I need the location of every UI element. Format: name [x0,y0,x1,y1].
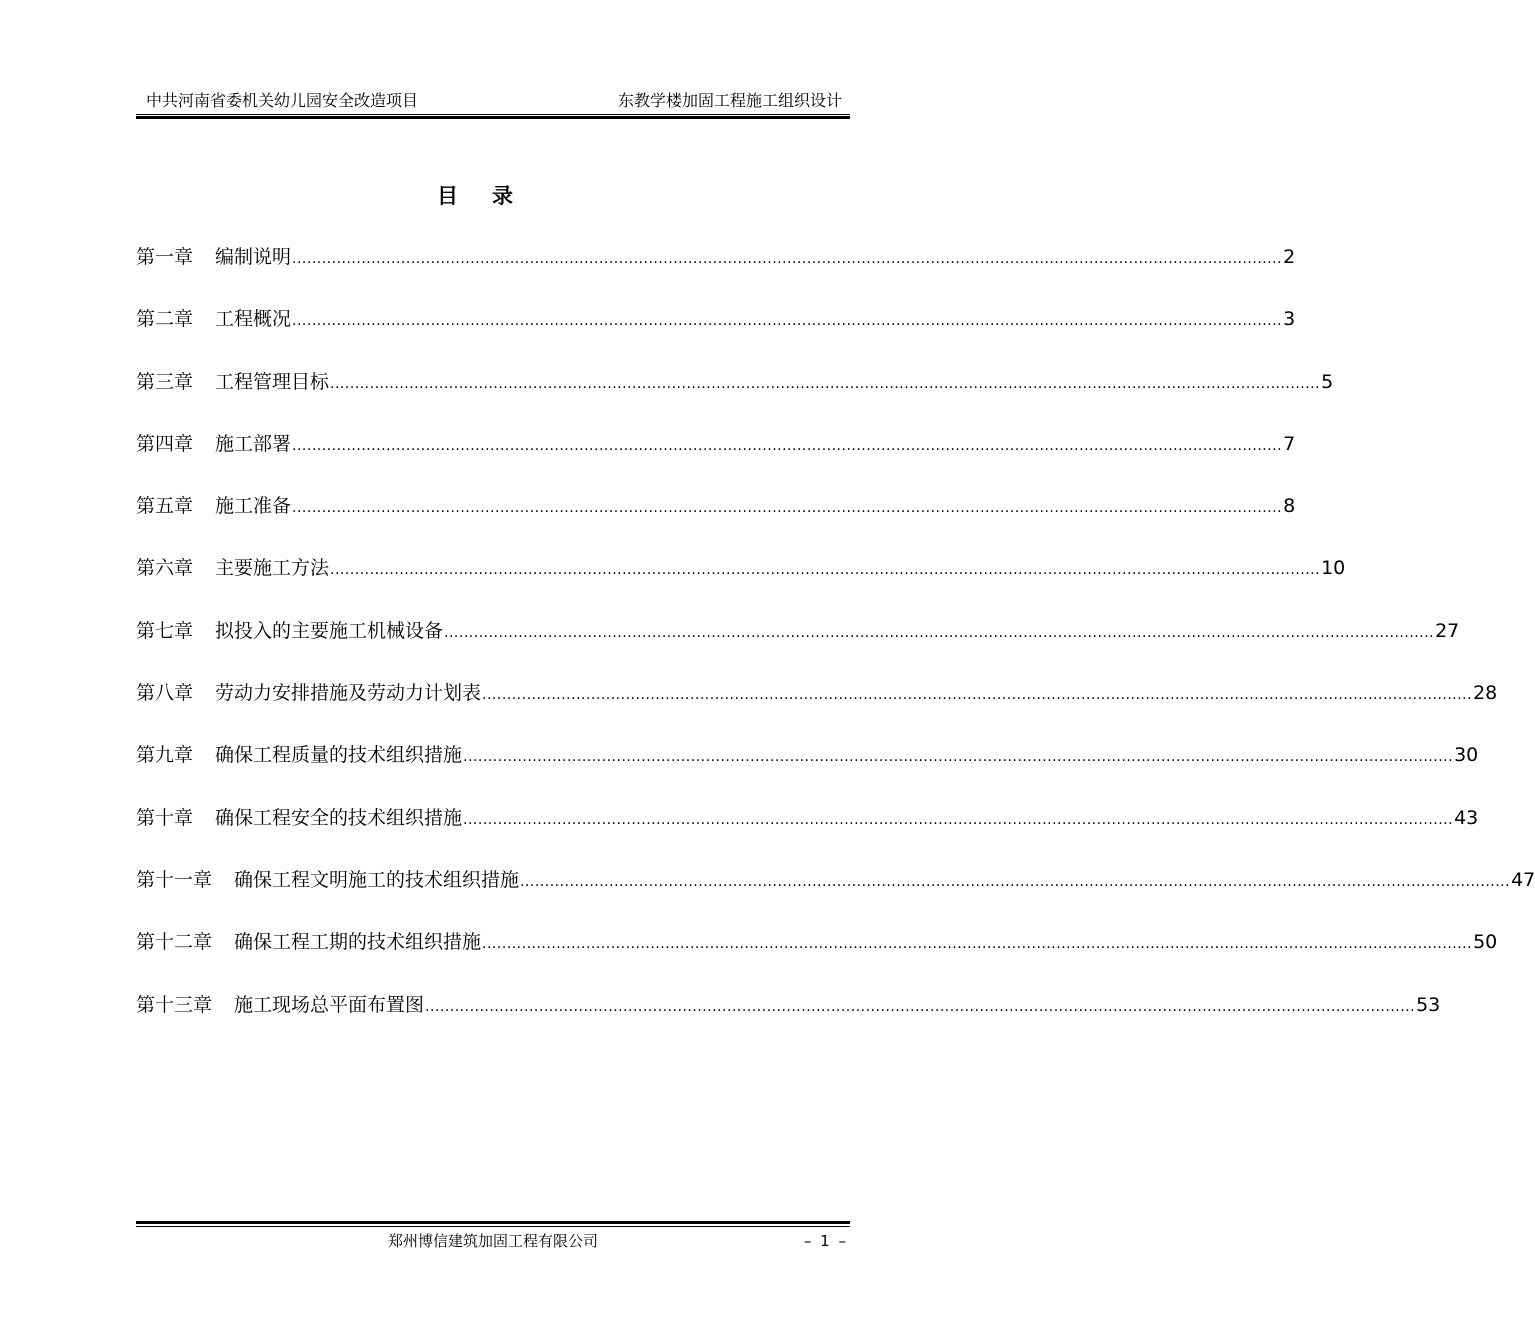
toc-entry-title: 工程管理目标 [215,370,330,393]
toc-entry-chapter: 第三章 [136,370,194,393]
toc-entry[interactable] [136,801,1479,863]
toc-entry-leader-dots: ........................................................................................................................................................................................................ [330,375,1321,392]
toc-entry-chapter: 第八章 [136,682,194,705]
toc-entry-chapter: 第一章 [136,246,194,268]
toc-entry-chapter: 第十一章 [136,868,213,891]
toc-entry-page-number: 28 [1473,682,1498,705]
header-rule-thick [136,116,850,119]
table-of-contents [136,240,1535,1050]
header-project-name: 中共河南省委机关幼儿园安全改造项目 [146,91,419,110]
toc-entry-leader-dots: ........................................................................................................................................................................................................ [292,437,1283,454]
toc-entry-page-number: 43 [1454,806,1479,829]
toc-entry-title: 工程概况 [215,308,292,331]
toc-entry-leader-dots: ........................................................................................................................................................................................................ [292,313,1283,330]
toc-entry[interactable] [136,738,1479,800]
toc-entry-title: 施工准备 [215,495,292,518]
toc-entry-chapter: 第六章 [136,557,194,580]
toc-entry[interactable] [136,676,1498,738]
toc-entry[interactable] [136,302,1296,364]
footer-company-name: 郑州博信建筑加固工程有限公司 [387,1232,598,1250]
toc-entry-page-number: 47 [1511,868,1535,891]
toc-entry-title: 确保工程文明施工的技术组织措施 [234,868,520,891]
toc-entry-page-number: 50 [1473,931,1498,954]
toc-entry-leader-dots: ........................................................................................................................................................................................................ [463,811,1454,828]
toc-entry-title: 主要施工方法 [215,557,330,580]
header-rule-thin [136,114,850,115]
toc-entry-leader-dots: ........................................................................................................................................................................................................ [463,749,1454,766]
toc-entry-page-number: 10 [1321,557,1346,580]
toc-entry-chapter: 第十章 [136,806,194,829]
toc-entry-title: 确保工程安全的技术组织措施 [215,806,463,829]
footer-rule-thin [136,1226,850,1227]
toc-entry-chapter: 第九章 [136,744,194,767]
toc-entry-page-number: 8 [1283,495,1296,518]
header-document-title: 东教学楼加固工程施工组织设计 [617,91,842,110]
toc-entry-page-number: 53 [1416,993,1441,1016]
toc-entry-page-number: 7 [1283,432,1296,455]
toc-entry-title: 劳动力安排措施及劳动力计划表 [215,682,482,705]
toc-entry-leader-dots: ........................................................................................................................................................................................................ [292,500,1283,517]
toc-entry[interactable] [136,925,1498,987]
toc-entry-page-number: 30 [1454,744,1479,767]
toc-heading: 目录 [437,184,547,208]
toc-entry-leader-dots: ........................................................................................................................................................................................................ [482,687,1473,704]
toc-entry-page-number: 2 [1283,246,1296,268]
toc-entry-leader-dots: ........................................................................................................................................................................................................ [292,251,1283,267]
toc-entry-leader-dots: ........................................................................................................................................................................................................ [482,936,1473,953]
toc-entry-title: 施工现场总平面布置图 [234,993,425,1016]
toc-entry[interactable] [136,988,1441,1050]
toc-entry[interactable] [136,614,1460,676]
footer-page-number: – 1 – [803,1232,848,1250]
toc-entry-title: 施工部署 [215,432,292,455]
toc-entry-leader-dots: ........................................................................................................................................................................................................ [520,873,1511,890]
toc-entry[interactable] [136,489,1296,551]
toc-entry-title: 编制说明 [215,246,292,268]
toc-entry-title: 确保工程质量的技术组织措施 [215,744,463,767]
footer-rule-thick [136,1221,850,1224]
page-header [136,90,850,112]
toc-entry-chapter: 第五章 [136,495,194,518]
toc-entry-chapter: 第四章 [136,432,194,455]
toc-entry-chapter: 第十三章 [136,993,213,1016]
toc-entry-title: 拟投入的主要施工机械设备 [215,619,444,642]
toc-entry-leader-dots: ........................................................................................................................................................................................................ [425,998,1416,1015]
toc-entry[interactable] [136,863,1535,925]
toc-entry-chapter: 第二章 [136,308,194,331]
toc-entry-page-number: 27 [1435,619,1460,642]
page-footer [136,1230,850,1252]
toc-entry[interactable] [136,551,1346,613]
toc-entry[interactable] [136,365,1334,427]
toc-entry-page-number: 3 [1283,308,1296,331]
toc-entry-title: 确保工程工期的技术组织措施 [234,931,482,954]
toc-entry-chapter: 第十二章 [136,931,213,954]
toc-entry-leader-dots: ........................................................................................................................................................................................................ [444,624,1435,641]
toc-entry[interactable] [136,427,1296,489]
toc-entry-page-number: 5 [1321,370,1334,393]
toc-entry-leader-dots: ........................................................................................................................................................................................................ [330,562,1321,579]
toc-entry[interactable] [136,240,1296,302]
toc-entry-chapter: 第七章 [136,619,194,642]
